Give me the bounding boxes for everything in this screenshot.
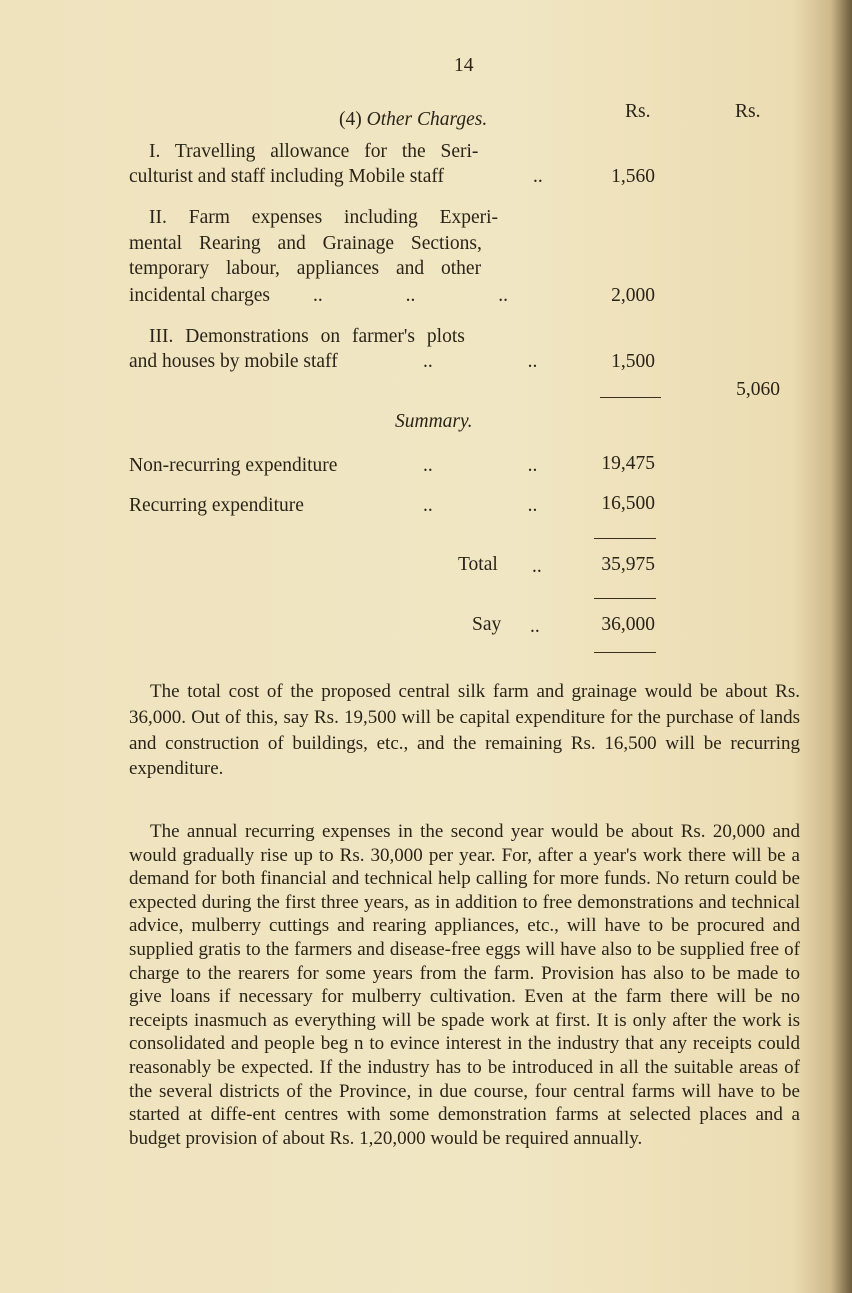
item-2-leader: .. .. .. [313, 285, 508, 306]
item-3-line-2: and houses by mobile staff [129, 351, 338, 372]
paragraph-1-text: The total cost of the proposed central silk farm and grainage would be about Rs. 36,000. Out of this, say Rs. 19,500 will be capital expenditure for the purchase of lands and construction of buildings, etc., and the remaining Rs. 16,500 will be recurring expenditure. [129, 681, 800, 780]
say-rule [594, 598, 656, 599]
column-header-2: Rs. [735, 101, 761, 122]
item-2-line-1: II. Farm expenses including Experi- [149, 207, 499, 228]
section-heading [339, 108, 487, 132]
item-2-line-3: temporary labour, appliances and other [129, 258, 482, 279]
total-leader: .. [532, 556, 542, 577]
item-1-line-2: culturist and staff including Mobile staff [129, 166, 445, 187]
item-3-leader: .. .. [423, 351, 538, 372]
summary-recurring-amount: 16,500 [601, 493, 655, 514]
item-2-line-2: mental Rearing and Grainage Sections, [129, 233, 482, 254]
summary-nonrecurring-amount: 19,475 [601, 453, 655, 474]
paragraph-recurring-expenses [129, 820, 800, 1150]
item-2-amount: 2,000 [611, 285, 655, 306]
say-amount: 36,000 [601, 614, 655, 635]
say-label: Say [472, 614, 502, 635]
section-heading-title: Other Charges. [366, 109, 488, 130]
summary-recurring-label: Recurring expenditure [129, 495, 304, 516]
summary-heading: Summary. [395, 411, 473, 432]
total-rule [594, 538, 656, 539]
summary-nonrecurring-leader: .. .. [423, 455, 538, 476]
section-total: 5,060 [736, 379, 780, 400]
total-amount: 35,975 [601, 554, 655, 575]
item-1-amount: 1,560 [611, 166, 655, 187]
section-heading-number: (4) [339, 109, 362, 130]
item-1-line-1: I. Travelling allowance for the Seri- [149, 141, 479, 162]
say-leader: .. [530, 616, 540, 637]
summary-nonrecurring-label: Non-recurring expenditure [129, 455, 338, 476]
summary-recurring-leader: .. .. [423, 495, 538, 516]
paragraph-cost-summary [129, 679, 800, 782]
page-number: 14 [454, 55, 474, 76]
item-2-line-4: incidental charges [129, 285, 270, 306]
total-label: Total [458, 554, 498, 575]
item-1-leader: .. [533, 166, 543, 187]
column-header-1: Rs. [625, 101, 651, 122]
item-3-line-1: III. Demonstrations on farmer's plots [149, 326, 465, 347]
item-3-amount: 1,500 [611, 351, 655, 372]
subtotal-rule [600, 397, 661, 398]
paragraph-2-text: The annual recurring expenses in the second year would be about Rs. 20,000 and would gradually rise up to Rs. 30,000 per year. For, after a year's work there will be a demand for both financial and technical help calling for more funds. No return could be expected during the first three years, as in addition to free demonstrations and technical advice, mulberry cuttings and rearing appliances, etc., will have to be procured and supplied gratis to the farmers and disease-free eggs will have also to be supplied free of charge to the rearers for some years from the farm. Provision has also to be made to give loans if necessary for mulberry cultivation. Even at the farm there will be no receipts inasmuch as everything will be spade work at first. It is only after the work is consolidated and people beg n to evince interest in the industry that any receipts could reasonably be expected. If the industry has to be introduced in all the suitable areas of the several districts of the Province, in due course, four central farms will have to be started at diffe-ent centres with some demonstration farms at selected places and a budget provision of about Rs. 1,20,000 would be required annually. [129, 821, 800, 1149]
say-bottom-rule [594, 652, 656, 653]
